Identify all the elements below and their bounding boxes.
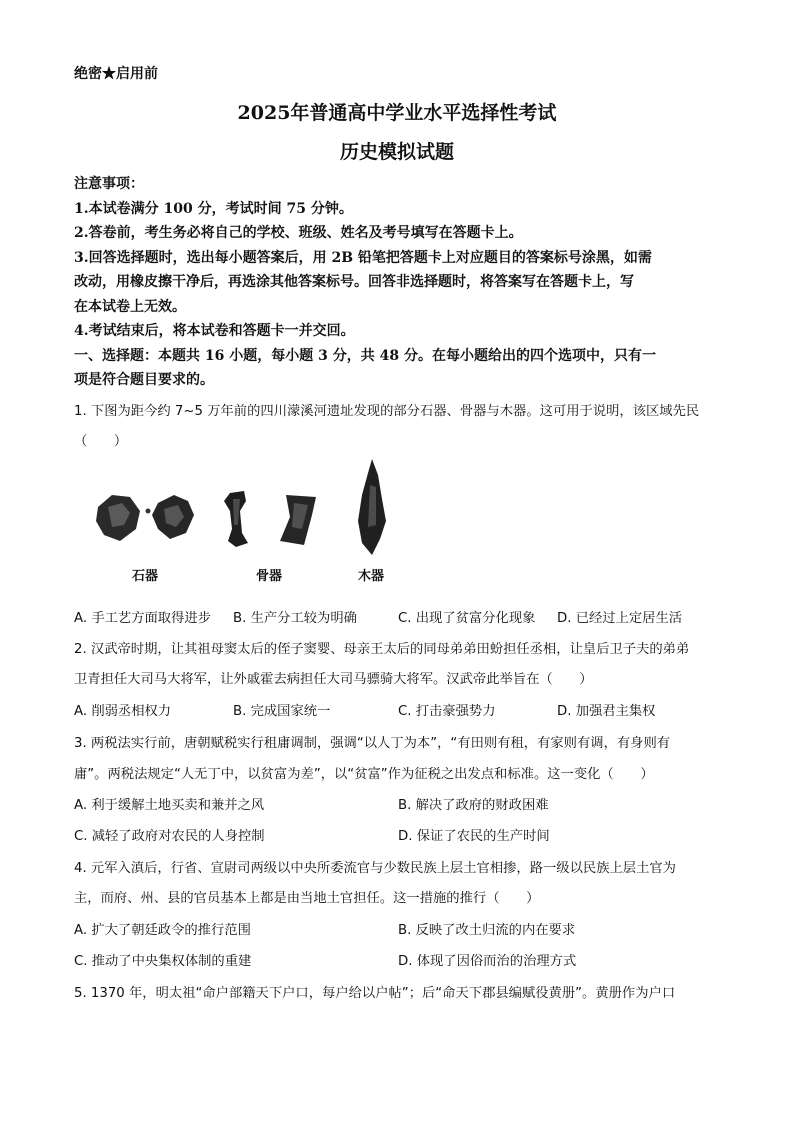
q1-option-c: C. 出现了贫富分化现象 — [398, 611, 536, 626]
q2-option-c: C. 打击豪强势力 — [398, 704, 496, 719]
q3-option-a: A. 利于缓解土地买卖和兼并之风 — [74, 798, 265, 813]
q2-option-d: D. 加强君主集权 — [557, 704, 656, 719]
q4-option-a: A. 扩大了朝廷政令的推行范围 — [74, 923, 251, 938]
caption-wood: 木器 — [358, 569, 385, 584]
q2-stem-line2: 卫青担任大司马大将军，让外戚霍去病担任大司马骠骑大将军。汉武帝此举旨在（ ） — [74, 672, 593, 687]
q3-option-b: B. 解决了政府的财政困难 — [398, 798, 549, 813]
exam-subtitle: 历史模拟试题 — [339, 141, 454, 163]
q3-stem-line2: 庸”。两税法规定“人无丁中，以贫富为差”，以“贫富”作为征税之出发点和标准。这一变化（ ） — [74, 767, 654, 782]
section-heading-line1: 一、选择题：本题共 16 小题，每小题 3 分，共 48 分。在每小题给出的四个选项中，只有一 — [74, 348, 656, 364]
notes-heading: 注意事项： — [74, 176, 144, 192]
section-heading-line2: 项是符合题目要求的。 — [74, 372, 214, 388]
q5-stem-line1: 5. 1370 年，明太祖“命户部籍天下户口，每户给以户帖”；后“命天下郡县编赋役黄册”。黄册作为户口 — [74, 986, 676, 1001]
q2-option-b: B. 完成国家统一 — [233, 704, 331, 719]
note-1: 1.本试卷满分 100 分，考试时间 75 分钟。 — [74, 201, 353, 217]
q2-option-a: A. 削弱丞相权力 — [74, 704, 172, 719]
q2-stem-line1: 2. 汉武帝时期，让其祖母窦太后的侄子窦婴、母亲王太后的同母弟弟田蚡担任丞相，让皇后卫子夫的弟弟 — [74, 642, 690, 657]
note-4: 4.考试结束后，将本试卷和答题卡一并交回。 — [74, 323, 355, 339]
q1-stem-line1: 1. 下图为距今约 7~5 万年前的四川濛溪河遗址发现的部分石器、骨器与木器。这可用于说明，该区域先民 — [74, 404, 700, 419]
caption-stone: 石器 — [132, 569, 159, 584]
q1-stem-line2: （ ） — [74, 434, 128, 449]
note-3-line3: 在本试卷上无效。 — [74, 299, 186, 315]
q1-option-b: B. 生产分工较为明确 — [233, 611, 357, 626]
q1-option-d: D. 已经过上定居生活 — [557, 611, 683, 626]
note-2: 2.答卷前，考生务必将自己的学校、班级、姓名及考号填写在答题卡上。 — [74, 225, 523, 241]
q3-option-d: D. 保证了农民的生产时间 — [398, 829, 550, 844]
q4-stem-line2: 主，而府、州、县的官员基本上都是由当地土官担任。这一措施的推行（ ） — [74, 891, 540, 906]
q3-option-c: C. 减轻了政府对农民的人身控制 — [74, 829, 265, 844]
q4-option-c: C. 推动了中央集权体制的重建 — [74, 954, 252, 969]
q1-option-a: A. 手工艺方面取得进步 — [74, 611, 211, 626]
q4-option-b: B. 反映了改土归流的内在要求 — [398, 923, 576, 938]
caption-bone: 骨器 — [256, 569, 283, 584]
confidential-label: 绝密★启用前 — [74, 66, 158, 82]
note-3-line2: 改动，用橡皮擦干净后，再选涂其他答案标号。回答非选择题时，将答案写在答题卡上，写 — [74, 274, 634, 290]
exam-title: 2025年普通高中学业水平选择性考试 — [237, 102, 557, 124]
note-3-line1: 3.回答选择题时，选出每小题答案后，用 2B 铅笔把答题卡上对应题目的答案标号涂黑，如需 — [74, 250, 652, 266]
q3-stem-line1: 3. 两税法实行前，唐朝赋税实行租庸调制，强调“以人丁为本”，“有田则有租，有家则有调，有身则有 — [74, 736, 671, 751]
q4-option-d: D. 体现了因俗而治的治理方式 — [398, 954, 577, 969]
q4-stem-line1: 4. 元军入滇后，行省、宣尉司两级以中央所委流官与少数民族上层土官相掺，路一级以民族上层土官为 — [74, 861, 676, 876]
